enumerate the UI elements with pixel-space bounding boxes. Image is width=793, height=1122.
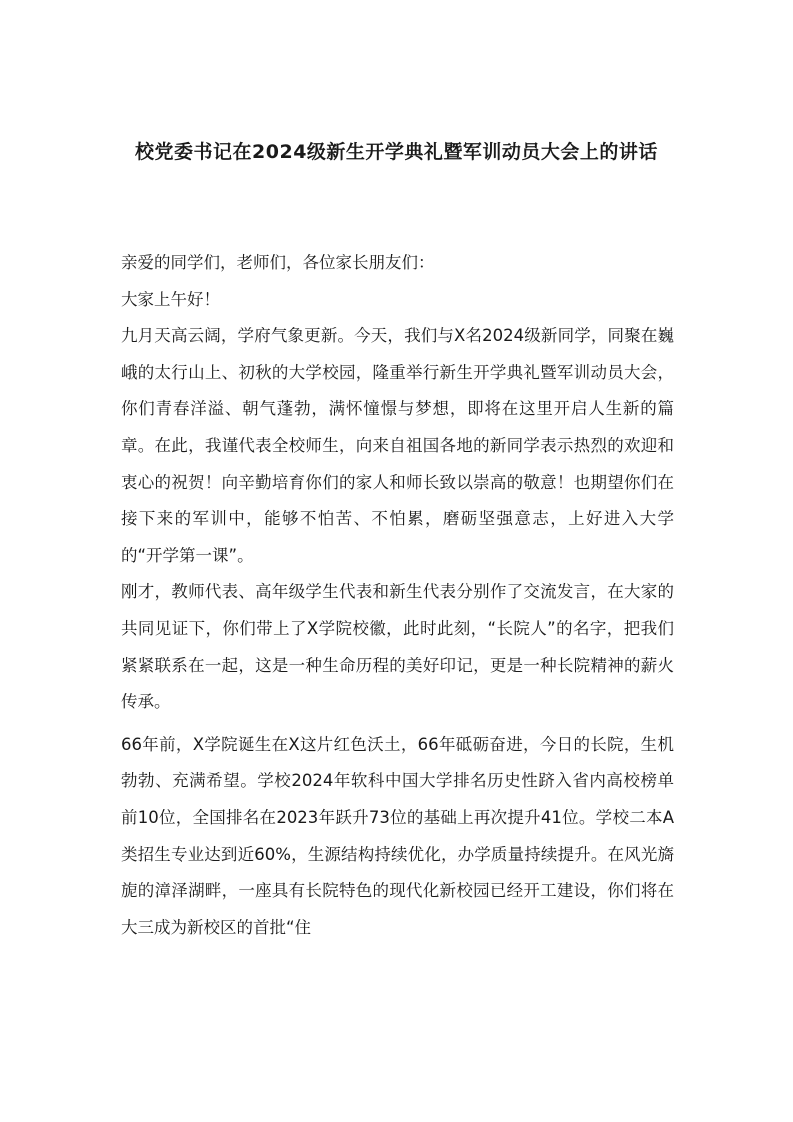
body-paragraph: 九月天高云阔，学府气象更新。今天，我们与X名2024级新同学，同聚在巍峨的太行山上、初秋的大学校园，隆重举行新生开学典礼暨军训动员大会，你们青春洋溢、朝气蓬勃，满怀憧憬与梦想，即将在这里开启人生新的篇章。在此，我谨代表全校师生，向来自祖国各地的新同学表示热烈的欢迎和衷心的祝贺！向辛勤培育你们的家人和师长致以崇高的敬意！也期望你们在接下来的军训中，能够不怕苦、不怕累，磨砺坚强意志，上好进入大学的“开学第一课”。 [121,326,674,565]
document-title: 校党委书记在2024级新生开学典礼暨军训动员大会上的讲话 [135,141,658,163]
body-paragraph: 66年前，X学院诞生在X这片红色沃土，66年砥砺奋进，今日的长院，生机勃勃、充满希望。学校2024年软科中国大学排名历史性跻入省内高校榜单前10位，全国排名在2023年跃升73位的基础上再次提升41位。学校二本A类招生专业达到近60%，生源结构持续优化，办学质量持续提升。在风光旖旎的漳泽湖畔，一座具有长院特色的现代化新校园已经开工建设，你们将在大三成为新校区的首批“住 [121,734,674,937]
body-paragraph: 刚才，教师代表、高年级学生代表和新生代表分别作了交流发言，在大家的共同见证下，你们带上了X学院校徽，此时此刻，“长院人”的名字，把我们紧紧联系在一起，这是一种生命历程的美好印记，更是一种长院精神的薪火传承。 [121,582,674,712]
document-body [121,245,674,946]
salutation-paragraph: 亲爱的同学们，老师们，各位家长朋友们： [121,253,435,272]
greeting-paragraph: 大家上午好！ [121,289,220,309]
